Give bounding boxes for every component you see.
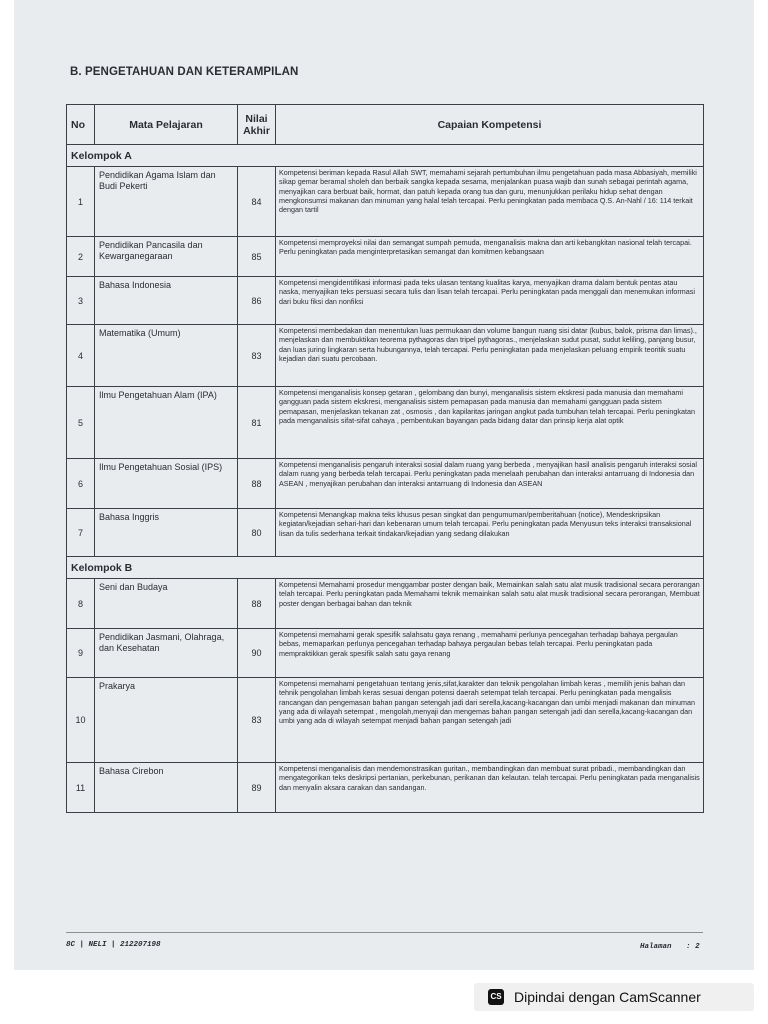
footer-divider — [66, 932, 703, 933]
subject-name: Seni dan Budaya — [95, 579, 238, 629]
table-row — [67, 459, 704, 509]
final-score: 84 — [238, 167, 276, 237]
table-row — [67, 763, 704, 813]
final-score: 90 — [238, 629, 276, 678]
table-row — [67, 629, 704, 678]
final-score: 89 — [238, 763, 276, 813]
header-competency: Capaian Kompetensi — [276, 105, 704, 145]
camscanner-badge — [474, 983, 754, 1011]
final-score: 88 — [238, 579, 276, 629]
camscanner-text: Dipindai dengan CamScanner — [514, 989, 701, 1005]
competency-text: Kompetensi menganalisis pengaruh interaksi sosial dalam ruang yang berbeda , menyajikan hasil analisis pengaruh interaksi sosial dalam ruang yang berbeda telah tercapai. Perlu peningkatan pada menelaah perubahan dan interaksi antarruang di Indonesia dan ASEAN , menyajikan perubahan dan interaksi antarruang di Indonesia dan ASEAN — [276, 459, 704, 509]
section-title: B. PENGETAHUAN DAN KETERAMPILAN — [70, 66, 299, 78]
competency-text: Kompetensi menganalisis konsep getaran , gelombang dan bunyi, menganalisis sistem ekskresi pada manusia dan memahami gangguan pada sistem ekskresi, menganalisis sistem pemapasan pada manusia dan memahami gangguan pada sistem pemapasan, menjelaskan tekanan zat , osmosis , dan kapilaritas jaringan angkut pada tumbuhan telah tercapai. Perlu peningkatan pada menganalisis sifat-sifat cahaya , pembentukan bayangan pada bidang datar dan prinsip kerja alat optik — [276, 387, 704, 459]
competency-text: Kompetensi Menangkap makna teks khusus pesan singkat dan pengumuman/pemberitahuan (notice), Mendeskripsikan kegiatan/kejadian sehari-hari dan kebenaran umum telah tercapai. Perlu peningkatan pada Menyusun teks interaksi transaksional lisan da tulis sederhana terkait tindakan/kejadian yang sedang dilakukan — [276, 509, 704, 557]
group-heading: Kelompok A — [67, 145, 704, 167]
table-row — [67, 167, 704, 237]
competency-text: Kompetensi menganalisis dan mendemonstrasikan guritan., membandingkan dan membuat surat pribadi., membandingkan dan mengategorikan teks deskripsi pertanian, perkebunan, perikanan dan kelautan. telah tercapai. Perlu peningkatan pada menganalisis dan menyalin aksara carakan dan sandangan. — [276, 763, 704, 813]
competency-text: Kompetensi Memahami prosedur menggambar poster dengan baik, Memainkan salah satu alat musik tradisional secara perorangan telah tercapai. Perlu peningkatan pada Memahami teknik memainkan salah satu alat musik tradisional secara perorangan, Membuat poster dengan berbagai bahan dan teknik — [276, 579, 704, 629]
footer-page-separator: : — [686, 943, 691, 951]
camscanner-logo-icon: CS — [488, 989, 504, 1005]
row-number: 10 — [67, 678, 95, 763]
row-number: 1 — [67, 167, 95, 237]
subject-name: Pendidikan Agama Islam dan Budi Pekerti — [95, 167, 238, 237]
header-score-line1: Nilai — [245, 112, 268, 125]
row-number: 11 — [67, 763, 95, 813]
subject-name: Prakarya — [95, 678, 238, 763]
subject-name: Ilmu Pengetahuan Sosial (IPS) — [95, 459, 238, 509]
row-number: 9 — [67, 629, 95, 678]
row-number: 3 — [67, 277, 95, 325]
table-row — [67, 387, 704, 459]
final-score: 80 — [238, 509, 276, 557]
subject-name: Bahasa Cirebon — [95, 763, 238, 813]
competency-text: Kompetensi beriman kepada Rasul Allah SWT, memahami sejarah pertumbuhan ilmu pengetahuan pada masa Abbasiyah, memiliki sikap gemar beramal sholeh dan berbaik sangka kepada sesama, menjalankan puasa wajib dan sunah sebagai perintah agama, menyajikan cara berbuat baik, hormat, dan patuh kepada orang tua dan guru, menunjukkan perilaku hidup sehat dengan mengkonsumsi makanan dan minuman yang halal telah tercapai. Perlu peningkatan pada membaca Q.S. An-Nahl / 16: 114 terkait dengan tartil — [276, 167, 704, 237]
subject-name: Matematika (Umum) — [95, 325, 238, 387]
row-number: 4 — [67, 325, 95, 387]
footer-page-label: Halaman — [640, 943, 672, 951]
competency-text: Kompetensi memahami pengetahuan tentang jenis,sifat,karakter dan teknik pengolahan limbah keras , memilih jenis bahan dan tehnik pengolahan limbah keras sesuai dengan potensi daerah setempat telah tercapai. Perlu peningkatan pada mengalisis rancangan dan pengemasan bahan pangan setengah jadi dari serella,kacang-kacangan dan umbi menjadi makanan dan minuman yang ada di wilayah setempat , mengolah,menyaji dan mengemas bahan pangan setengah jadi dan serella,kacang-kacangan dan umbi yang ada di wilayah setempat menjadi bahan pangan setengah jadi — [276, 678, 704, 763]
footer-page-number: 2 — [695, 943, 700, 951]
header-score-line2: Akhir — [243, 124, 270, 137]
table-row — [67, 509, 704, 557]
header-no: No — [67, 105, 95, 145]
grades-body — [67, 145, 704, 813]
subject-name: Ilmu Pengetahuan Alam (IPA) — [95, 387, 238, 459]
subject-name: Pendidikan Pancasila dan Kewarganegaraan — [95, 237, 238, 277]
competency-text: Kompetensi mengidentifikasi informasi pada teks ulasan tentang kualitas karya, menyajikan drama dalam bentuk pentas atau naska, menyajikan teks persuasi secara tulis dan lisan telah tercapai. Perlu peningkatan pada menggali dan menemukan informasi dari buku fiksi dan nonfiksi — [276, 277, 704, 325]
table-row — [67, 325, 704, 387]
table-row — [67, 277, 704, 325]
group-heading: Kelompok B — [67, 557, 704, 579]
footer-student-info: 8C | NELI | 212207198 — [66, 941, 161, 949]
footer-page-indicator — [640, 943, 700, 951]
competency-text: Kompetensi memproyeksi nilai dan semangat sumpah pemuda, menganalisis makna dan arti kebangkitan nasional telah tercapai. Perlu peningkatan pada menginterpretasikan semangat dan komitmen kebangsaan — [276, 237, 704, 277]
header-subject: Mata Pelajaran — [95, 105, 238, 145]
row-number: 7 — [67, 509, 95, 557]
row-number: 5 — [67, 387, 95, 459]
table-row — [67, 579, 704, 629]
grades-table — [66, 104, 704, 813]
competency-text: Kompetensi memahami gerak spesifik salahsatu gaya renang , memahami perlunya pencegahan terhadap bahaya pergaulan bebas, memaparkan perlunya pencegahan terhadap bahaya pergaulan bebas telah tercapai. Perlu peningkatan pada mempraktikkan gerak spesifik salah satu gaya renang — [276, 629, 704, 678]
subject-name: Bahasa Indonesia — [95, 277, 238, 325]
final-score: 85 — [238, 237, 276, 277]
table-row — [67, 237, 704, 277]
subject-name: Bahasa Inggris — [95, 509, 238, 557]
final-score: 81 — [238, 387, 276, 459]
competency-text: Kompetensi membedakan dan menentukan luas permukaan dan volume bangun ruang sisi datar (kubus, balok, prisma dan limas)., menjelaskan dan membuktikan teorema pythagoras dan tripel pythagoras., menjelaskan sudut pusat, sudut keliling, panjang busur, dan luas juring lingkaran serta hubungannya, telah tercapai. Perlu peningkatan pada menjelaskan peluang empirik teoritik suatu kejadian dari suatu percobaan. — [276, 325, 704, 387]
row-number: 8 — [67, 579, 95, 629]
final-score: 83 — [238, 325, 276, 387]
row-number: 2 — [67, 237, 95, 277]
subject-name: Pendidikan Jasmani, Olahraga, dan Kesehatan — [95, 629, 238, 678]
final-score: 83 — [238, 678, 276, 763]
header-score — [238, 105, 276, 145]
row-number: 6 — [67, 459, 95, 509]
final-score: 86 — [238, 277, 276, 325]
final-score: 88 — [238, 459, 276, 509]
table-row — [67, 678, 704, 763]
